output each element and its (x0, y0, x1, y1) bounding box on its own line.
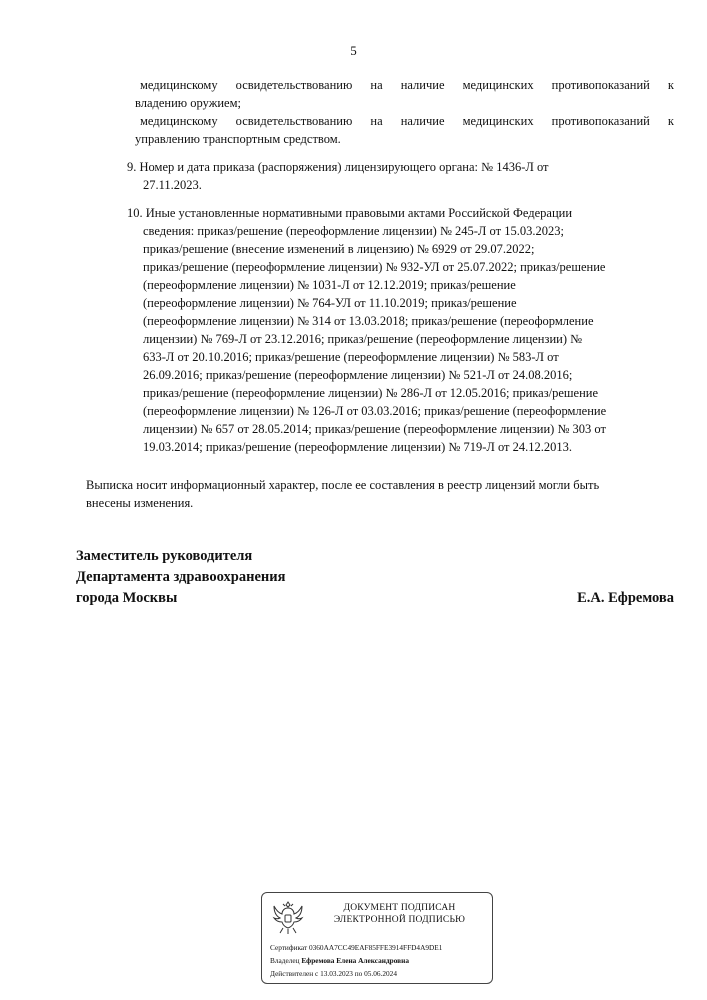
owner-value: Ефремова Елена Александровна (301, 956, 409, 965)
item-10-line: (переоформление лицензии) № 1031-Л от 12.12.2019; приказ/решение (143, 278, 516, 292)
item-10-line: 633-Л от 20.10.2016; приказ/решение (переоформление лицензии) № 583-Л от (143, 350, 559, 364)
item-8-line: управлению транспортным средством. (135, 132, 341, 146)
owner-label: Владелец (270, 956, 300, 965)
signatory-position: Департамента здравоохранения (76, 569, 286, 585)
item-10-line: приказ/решение (внесение изменений в лицензию) № 6929 от 29.07.2022; (143, 242, 535, 256)
item-10-line: 10. Иные установленные нормативными правовыми актами Российской Федерации (127, 206, 573, 220)
item-10-line: лицензии) № 657 от 28.05.2014; приказ/решение (переоформление лицензии) № 303 от (143, 422, 606, 436)
item-10-line: (переоформление лицензии) № 764-УЛ от 11.10.2019; приказ/решение (143, 296, 517, 310)
item-8-line: владению оружием; (135, 96, 241, 110)
item-10-line: (переоформление лицензии) № 126-Л от 03.03.2016; приказ/решение (переоформление (143, 404, 607, 418)
info-note-line: Выписка носит информационный характер, после ее составления в реестр лицензий могли быть (86, 478, 600, 492)
item-10-line: приказ/решение (переоформление лицензии) № 932-УЛ от 25.07.2022; приказ/решение (143, 260, 606, 274)
stamp-title-line: ЭЛЕКТРОННОЙ ПОДПИСЬЮ (333, 915, 466, 925)
stamp-title (312, 902, 487, 926)
item-10-line: сведения: приказ/решение (переоформление лицензии) № 245-Л от 15.03.2023; (143, 224, 564, 238)
item-10-line: приказ/решение (переоформление лицензии) № 286-Л от 12.05.2016; приказ/решение (143, 386, 599, 400)
item-9-line: 9. Номер и дата приказа (распоряжения) лицензирующего органа: № 1436-Л от (127, 160, 549, 174)
item-10-line: 19.03.2014; приказ/решение (переоформление лицензии) № 719-Л от 24.12.2013. (143, 440, 573, 454)
coat-of-arms-icon (271, 899, 305, 937)
stamp-title-line: ДОКУМЕНТ ПОДПИСАН (343, 903, 456, 913)
signatory-position: города Москвы (76, 590, 178, 606)
item-8-line: медицинскому освидетельствованию на наличие медицинских противопоказаний к (140, 78, 674, 92)
info-note-line: внесены изменения. (86, 496, 194, 510)
item-10-line: (переоформление лицензии) № 314 от 13.03.2018; приказ/решение (переоформление (143, 314, 594, 328)
item-8-line: медицинскому освидетельствованию на наличие медицинских противопоказаний к (140, 114, 674, 128)
item-9-line: 27.11.2023. (143, 178, 202, 192)
electronic-signature-stamp (261, 892, 493, 984)
owner-row (270, 956, 409, 966)
item-10-line: 26.09.2016; приказ/решение (переоформление лицензии) № 521-Л от 24.08.2016; (143, 368, 573, 382)
item-10-line: лицензии) № 769-Л от 23.12.2016; приказ/решение (переоформление лицензии) № (143, 332, 583, 346)
validity-row: Действителен с 13.03.2023 по 05.06.2024 (270, 969, 397, 978)
page-number: 5 (350, 43, 357, 58)
certificate-value: 0360AA7CC49EAF85FFE3914FFD4A9DE1 (308, 943, 443, 952)
certificate-label: Сертификат (270, 943, 308, 952)
certificate-row (270, 943, 442, 953)
signatory-name: Е.А. Ефремова (577, 590, 674, 606)
signatory-position: Заместитель руководителя (76, 548, 253, 564)
